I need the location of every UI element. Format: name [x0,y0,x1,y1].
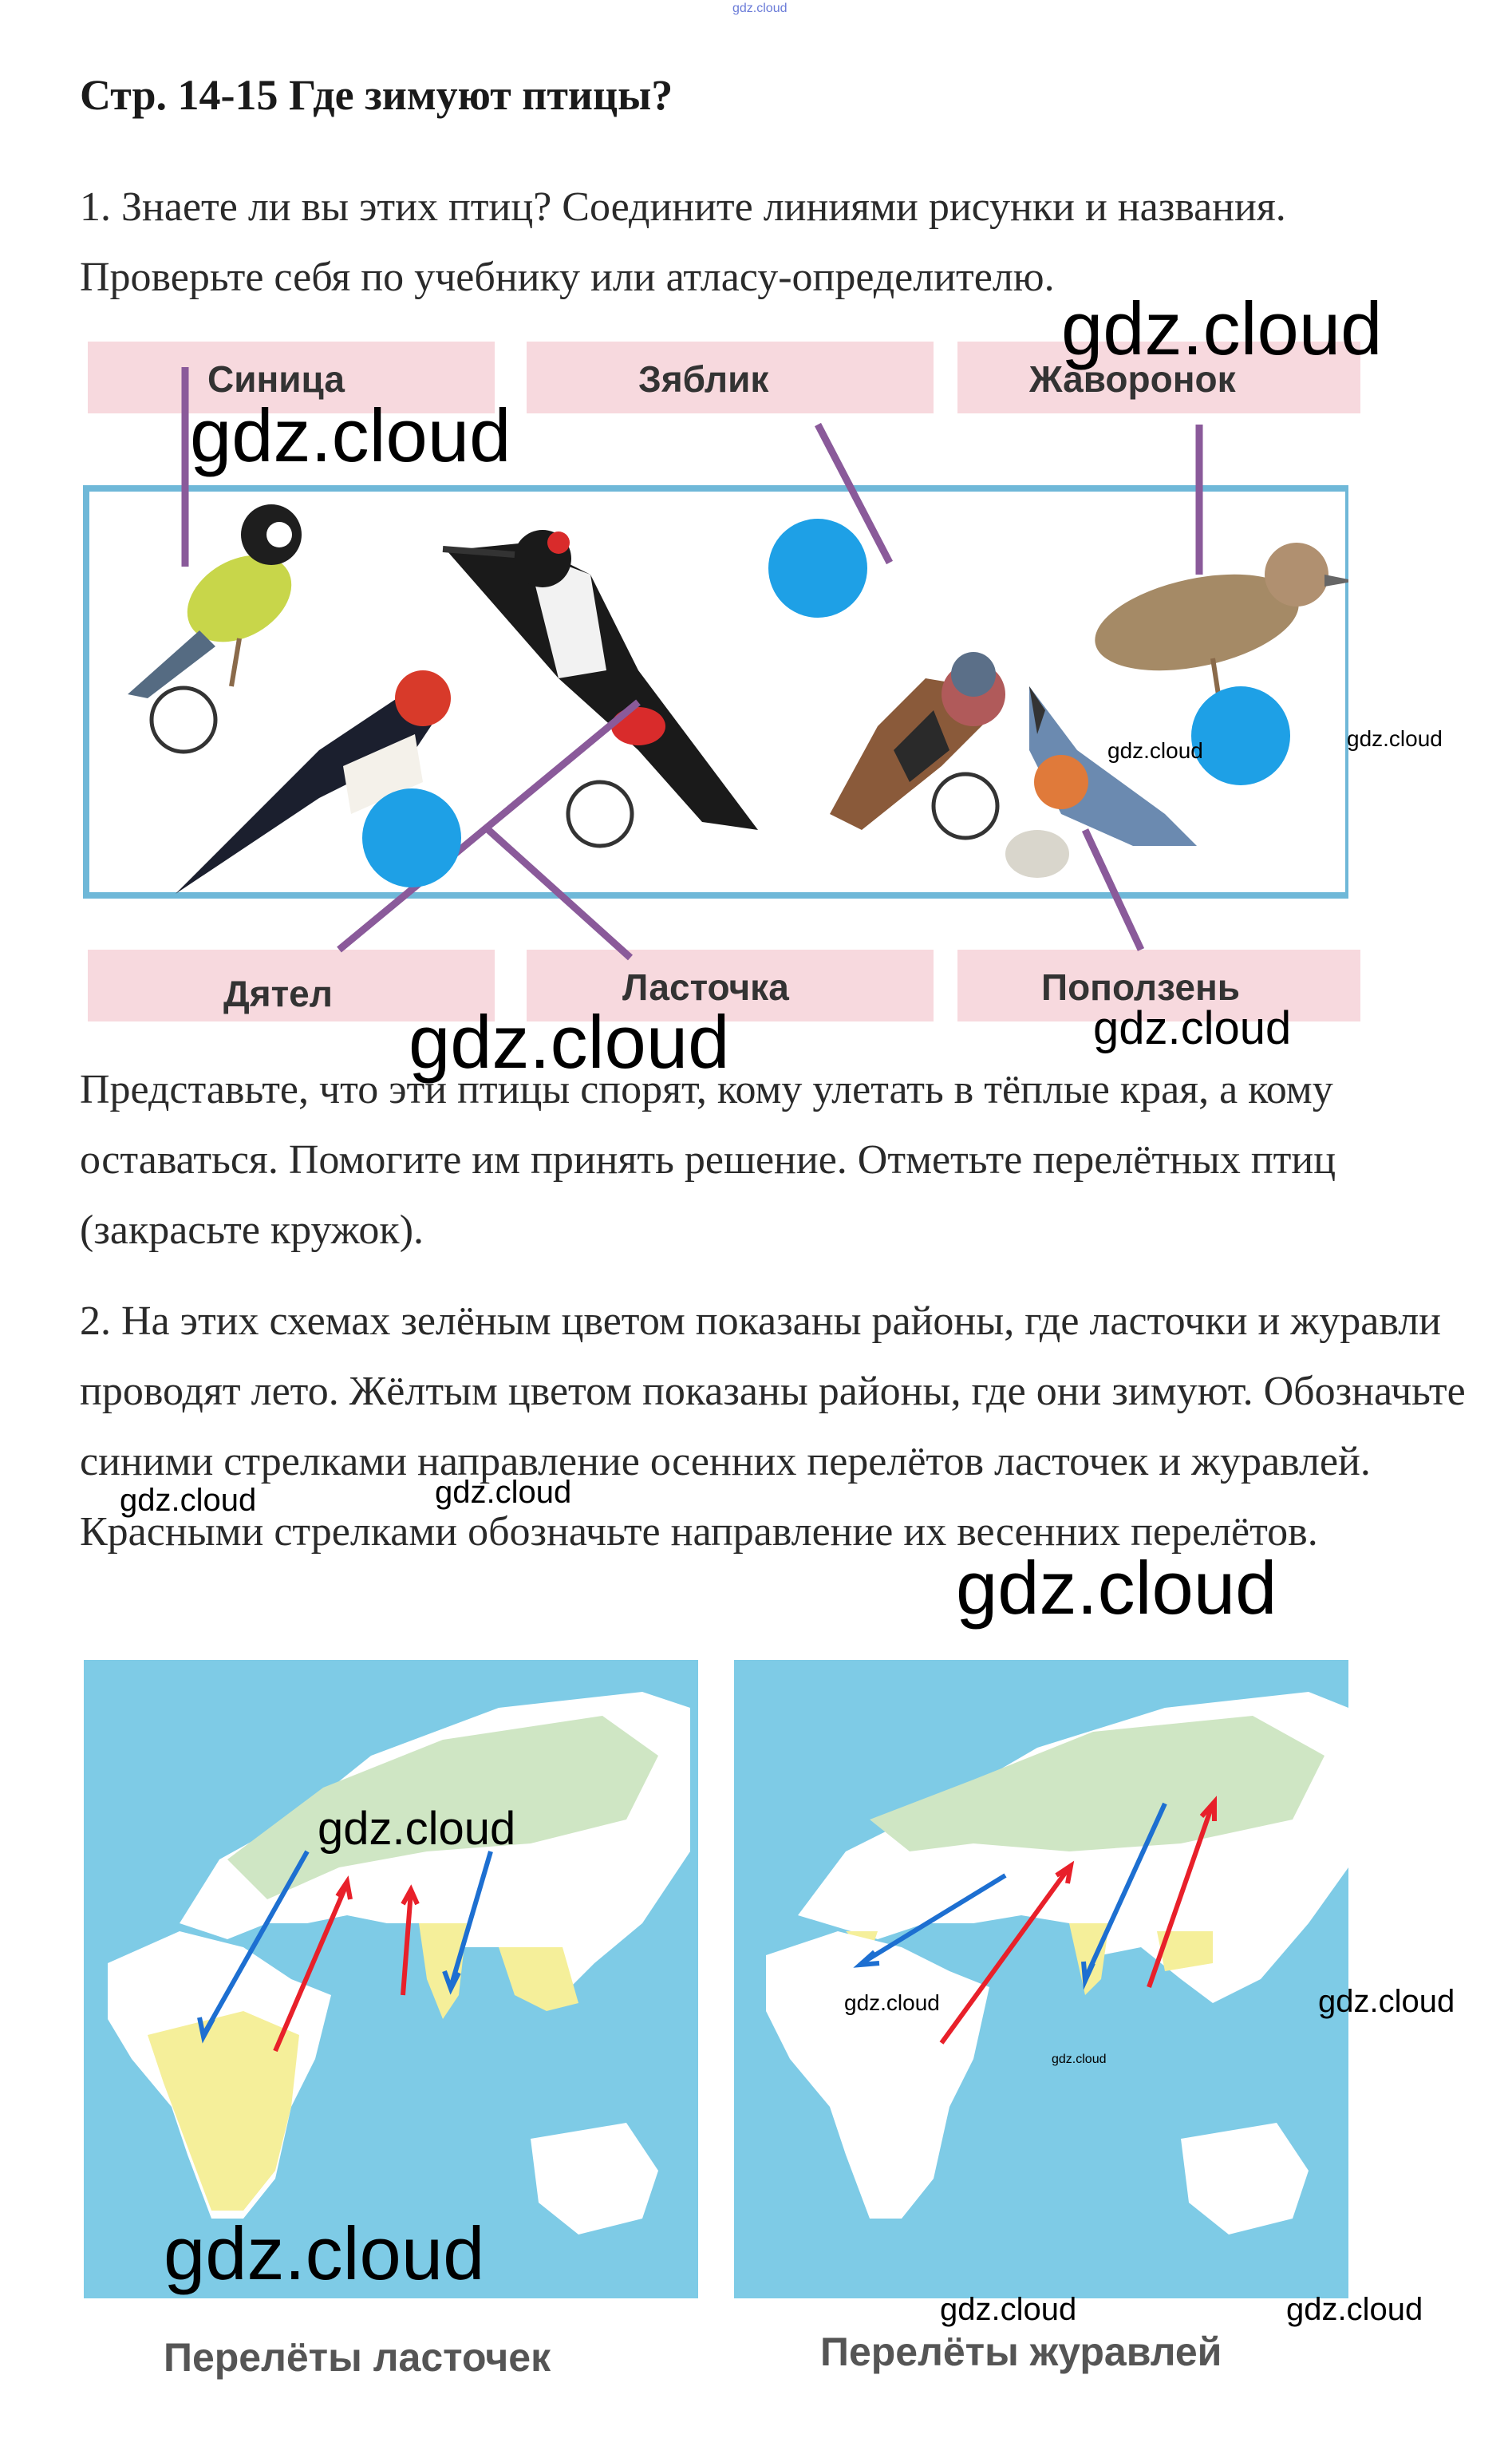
watermark: gdz.cloud [1347,726,1443,751]
circle-filled [768,519,867,618]
task1-text: 1. Знаете ли вы этих птиц? Соедините линиями рисунки и названия. Проверьте себя по учебнику или атласу-определителю. [80,184,1286,300]
watermark: gdz.cloud [1318,1984,1455,2019]
bird-label-lastochka: Ласточка [622,966,789,1008]
map-swallows-drawing [84,1660,698,2298]
nuthatch-bird-icon [1005,686,1197,878]
task1-instruction: Представьте, что эти птицы спорят, кому улетать в тёплые края, а кому оставаться. Помогите им принять решение. Отметьте перелётных птиц (закрасьте кружок). [80,1067,1336,1253]
circle-empty [152,688,215,752]
bird-label-zhavoronok: Жаворонок [1029,358,1236,400]
map-cranes-drawing [734,1660,1348,2298]
task2-text: 2. На этих схемах зелёным цветом показаны районы, где ласточки и журавли проводят лето. Жёлтым цветом показаны районы, где они зимуют. Обозначьте синими стрелками направление осенних перелётов ласточек и журавлей. Красными стрелками обозначьте направление их весенних перелётов. [80,1298,1466,1555]
circle-filled [1191,686,1290,785]
site-tag: gdz.cloud [732,2,788,15]
watermark: gdz.cloud [1093,1002,1292,1054]
watermark: gdz.cloud [409,1000,730,1084]
watermark: gdz.cloud [1052,2053,1107,2066]
watermark: gdz.cloud [1061,286,1383,370]
map-swallows [84,1660,698,2298]
page-title: Стр. 14-15 Где зимуют птицы? [80,71,673,119]
watermark: gdz.cloud [1107,738,1203,763]
circle-empty [568,782,632,846]
map-cranes [734,1660,1348,2298]
watermark: gdz.cloud [318,1803,516,1855]
watermark: gdz.cloud [940,2292,1077,2327]
map-caption-swallows: Перелёты ласточек [164,2335,551,2380]
watermark: gdz.cloud [120,1483,257,1518]
bird-label-sinitsa: Синица [207,358,345,400]
map-caption-cranes: Перелёты журавлей [820,2329,1222,2374]
watermark: gdz.cloud [1286,2292,1423,2327]
lark-bird-icon [1086,543,1348,710]
watermark: gdz.cloud [164,2211,485,2295]
watermark: gdz.cloud [435,1475,572,1510]
bird-label-zyablik: Зяблик [638,358,769,400]
watermark: gdz.cloud [844,1990,940,2015]
circle-empty [934,774,997,838]
watermark: gdz.cloud [190,393,511,477]
bird-label-popolzen: Поползень [1041,966,1241,1008]
tit-bird-icon [128,504,307,698]
circle-filled [362,788,461,887]
bird-label-dyatel: Дятел [223,973,333,1014]
watermark: gdz.cloud [956,1546,1277,1630]
